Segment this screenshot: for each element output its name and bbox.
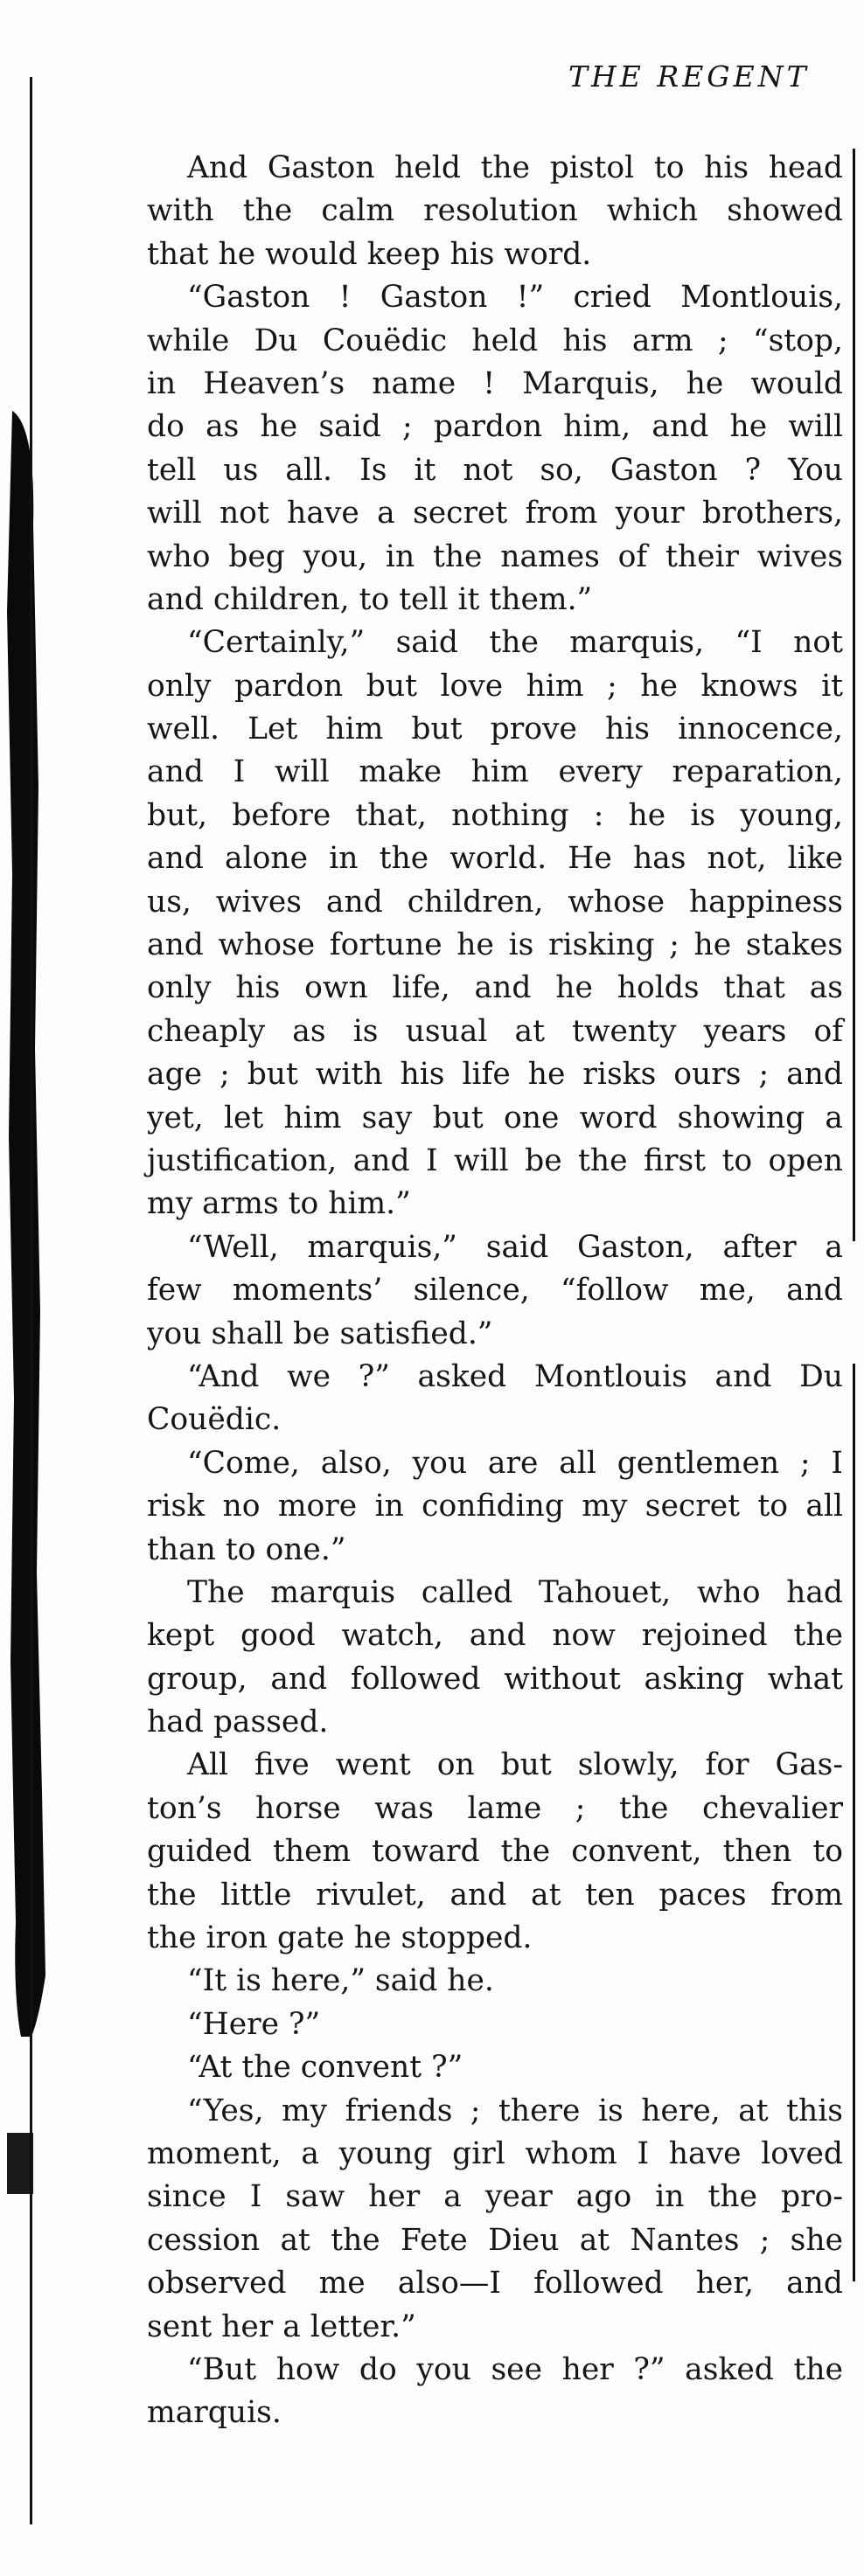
text-line: my arms to him.”	[147, 1186, 411, 1222]
gutter-shadow-band	[7, 411, 45, 2037]
left-margin-rule	[30, 77, 32, 2524]
text-line: you shall be satisfied.”	[147, 1316, 493, 1351]
paragraph	[147, 2046, 843, 2089]
text-line: do as he said ; pardon him, and he will	[147, 409, 843, 445]
text-line: “Certainly,” said the marquis, “I not	[187, 625, 843, 661]
text-line: observed me also—I followed her, and	[147, 2266, 843, 2302]
paragraph	[147, 1744, 843, 1960]
text-line: cheaply as is usual at twenty years of	[147, 1013, 843, 1049]
text-line: And Gaston held the pistol to his head	[187, 150, 843, 185]
text-line: Couëdic.	[147, 1402, 282, 1438]
text-line: “It is here,” said he.	[187, 1963, 494, 1999]
body-text	[147, 147, 843, 2435]
paragraph	[147, 1226, 843, 1356]
text-line: us, wives and children, whose happiness	[147, 884, 843, 920]
text-line: the iron gate he stopped.	[147, 1920, 533, 1956]
text-line: in Heaven’s name ! Marquis, he would	[147, 365, 843, 401]
paragraph	[147, 276, 843, 621]
running-head: THE REGENT	[568, 59, 810, 94]
paragraph	[147, 621, 843, 1226]
text-line: the little rivulet, and at ten paces from	[147, 1877, 843, 1913]
text-line: “Yes, my friends ; there is here, at this	[187, 2093, 843, 2128]
text-line: ton’s horse was lame ; the chevalier	[147, 1790, 843, 1826]
paragraph	[147, 1960, 843, 2003]
paragraph	[147, 2349, 843, 2435]
paragraph	[147, 1442, 843, 1572]
paragraph	[147, 2003, 843, 2046]
paragraph	[147, 1572, 843, 1745]
text-line: cession at the Fete Dieu at Nantes ; she	[147, 2222, 843, 2258]
text-line: and I will make him every reparation,	[147, 754, 843, 790]
text-line: and whose fortune he is risking ; he stakes	[147, 927, 843, 963]
text-line: and alone in the world. He has not, like	[147, 841, 843, 877]
text-line: guided them toward the convent, then to	[147, 1834, 843, 1870]
text-line: “Come, also, you are all gentlemen ; I	[187, 1445, 843, 1481]
text-line: “Gaston ! Gaston !” cried Montlouis,	[187, 280, 843, 316]
text-line: “At the convent ?”	[187, 2050, 463, 2086]
text-line: “And we ?” asked Montlouis and Du	[187, 1358, 843, 1394]
paragraph	[147, 1356, 843, 1442]
text-line: risk no more in confiding my secret to all	[147, 1489, 843, 1524]
paragraph	[147, 2090, 843, 2349]
text-line: yet, let him say but one word showing a	[147, 1100, 843, 1135]
text-line: since I saw her a year ago in the pro-	[147, 2179, 843, 2215]
text-line: marquis.	[147, 2395, 282, 2431]
text-line: few moments’ silence, “follow me, and	[147, 1273, 843, 1309]
text-line: All five went on but slowly, for Gas-	[187, 1747, 843, 1783]
text-line: group, and followed without asking what	[147, 1661, 843, 1697]
text-line: with the calm resolution which showed	[147, 193, 843, 229]
column-rule-bottom	[853, 1364, 855, 2281]
text-line: but, before that, nothing : he is young,	[147, 797, 843, 833]
text-line: than to one.”	[147, 1531, 346, 1567]
text-line: “Here ?”	[187, 2006, 321, 2042]
text-line: only his own life, and he holds that as	[147, 970, 843, 1006]
text-line: had passed.	[147, 1705, 329, 1740]
text-line: well. Let him but prove his innocence,	[147, 712, 843, 747]
paragraph	[147, 147, 843, 276]
text-line: “Well, marquis,” said Gaston, after a	[187, 1229, 843, 1265]
text-line: while Du Couëdic held his arm ; “stop,	[147, 323, 843, 358]
text-line: moment, a young girl whom I have loved	[147, 2135, 843, 2171]
text-line: and children, to tell it them.”	[147, 581, 593, 617]
column-rule-top	[853, 149, 855, 1241]
text-line: age ; but with his life he risks ours ; and	[147, 1057, 843, 1093]
text-line: kept good watch, and now rejoined the	[147, 1618, 843, 1654]
text-line: justification, and I will be the first to open	[147, 1142, 843, 1178]
text-line: “But how do you see her ?” asked the	[187, 2351, 843, 2387]
text-line: tell us all. Is it not so, Gaston ? You	[147, 452, 843, 488]
text-line: The marquis called Tahouet, who had	[187, 1574, 843, 1610]
text-line: sent her a letter.”	[147, 2309, 416, 2344]
text-line: that he would keep his word.	[147, 236, 592, 272]
text-line: only pardon but love him ; he knows it	[147, 668, 843, 704]
text-line: will not have a secret from your brothers,	[147, 496, 843, 531]
text-line: who beg you, in the names of their wives	[147, 538, 843, 574]
